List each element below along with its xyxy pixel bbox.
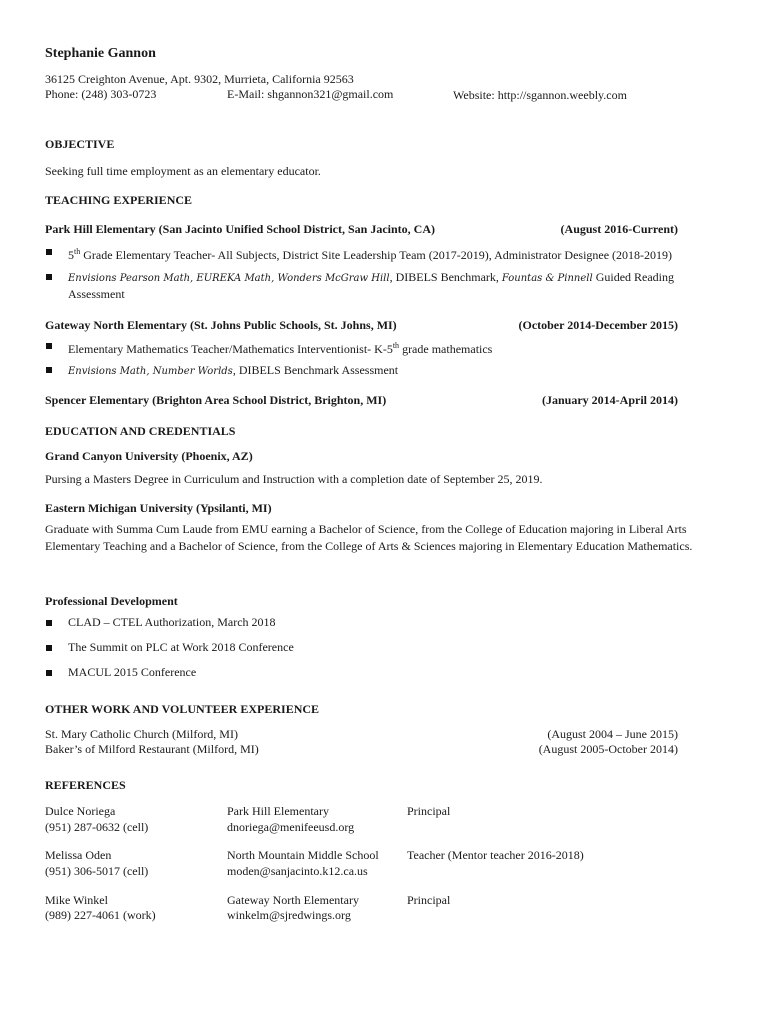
pd-item: MACUL 2015 Conference <box>68 665 197 679</box>
reference-phone: (989) 227-4061 (work) <box>45 908 156 922</box>
bullet <box>46 645 52 651</box>
reference-role: Principal <box>407 804 451 818</box>
references-heading: REFERENCES <box>45 778 126 792</box>
bullet <box>46 620 52 626</box>
job-dates: (August 2016-Current) <box>560 222 678 236</box>
school-description: Graduate with Summa Cum Laude from EMU earning a Bachelor of Science, from the College of Education majoring in Liberal Arts Elementary Teaching and a Bachelor of Science, from the College of Arts & Sciences majoring in Elementary Education Mathematics. <box>45 522 693 553</box>
reference-email: dnoriega@menifeeusd.org <box>227 820 355 834</box>
job-bullet: 5th Grade Elementary Teacher- All Subjects, District Site Leadership Team (2017-2019), Administrator Designee (2018-2019) <box>68 247 673 262</box>
reference-school: Park Hill Elementary <box>227 804 329 818</box>
reference-name: Melissa Oden <box>45 848 112 862</box>
work-place: Baker’s of Milford Restaurant (Milford, MI) <box>45 742 259 756</box>
school-name: Grand Canyon University (Phoenix, AZ) <box>45 449 253 463</box>
objective-heading: OBJECTIVE <box>45 137 115 151</box>
phone: Phone: (248) 303-0723 <box>45 87 157 101</box>
reference-role: Principal <box>407 893 451 907</box>
bullet <box>46 249 52 255</box>
email: E-Mail: shgannon321@gmail.com <box>227 87 394 101</box>
objective-text: Seeking full time employment as an elementary educator. <box>45 164 321 178</box>
teaching-heading: TEACHING EXPERIENCE <box>45 193 193 207</box>
job-bullet-continued: Assessment <box>68 287 125 301</box>
address: 36125 Creighton Avenue, Apt. 9302, Murrieta, California 92563 <box>45 72 354 86</box>
reference-phone: (951) 306-5017 (cell) <box>45 864 149 878</box>
job-dates: (October 2014-December 2015) <box>518 318 678 332</box>
job-title: Gateway North Elementary (St. Johns Public Schools, St. Johns, MI) <box>45 318 397 332</box>
bullet <box>46 670 52 676</box>
work-dates: (August 2005-October 2014) <box>538 742 678 756</box>
reference-email: winkelm@sjredwings.org <box>227 908 351 922</box>
other-work-heading: OTHER WORK AND VOLUNTEER EXPERIENCE <box>45 702 320 716</box>
education-heading: EDUCATION AND CREDENTIALS <box>45 424 236 438</box>
pd-item: The Summit on PLC at Work 2018 Conference <box>68 640 294 654</box>
bullet <box>46 343 52 349</box>
bullet <box>46 367 52 373</box>
reference-role: Teacher (Mentor teacher 2016-2018) <box>407 848 584 862</box>
website-label: Website: <box>453 88 495 102</box>
reference-phone: (951) 287-0632 (cell) <box>45 820 149 834</box>
job-bullet: Envisions Pearson Math, EUREKA Math, Wonders McGraw Hill, DIBELS Benchmark, Fountas & Pinnell Guided Reading <box>68 270 675 284</box>
job-bullet: Envisions Math, Number Worlds, DIBELS Benchmark Assessment <box>68 363 399 377</box>
bullet <box>46 274 52 280</box>
reference-name: Mike Winkel <box>45 893 108 907</box>
job-title: Spencer Elementary (Brighton Area School District, Brighton, MI) <box>45 393 387 407</box>
pd-item: CLAD – CTEL Authorization, March 2018 <box>68 615 276 629</box>
work-place: St. Mary Catholic Church (Milford, MI) <box>45 727 238 741</box>
reference-school: North Mountain Middle School <box>227 848 379 862</box>
job-bullet: Elementary Mathematics Teacher/Mathematics Interventionist- K-5th grade mathematics <box>68 341 493 356</box>
work-dates: (August 2004 – June 2015) <box>547 727 678 741</box>
applicant-name: Stephanie Gannon <box>45 46 156 61</box>
website-link[interactable]: http://sgannon.weebly.com <box>497 88 627 102</box>
reference-name: Dulce Noriega <box>45 804 116 818</box>
reference-school: Gateway North Elementary <box>227 893 359 907</box>
school-name: Eastern Michigan University (Ypsilanti, MI) <box>45 501 272 515</box>
reference-email: moden@sanjacinto.k12.ca.us <box>227 864 368 878</box>
job-dates: (January 2014-April 2014) <box>542 393 678 407</box>
job-title: Park Hill Elementary (San Jacinto Unified School District, San Jacinto, CA) <box>45 222 435 236</box>
school-description: Pursing a Masters Degree in Curriculum and Instruction with a completion date of September 25, 2019. <box>45 472 543 486</box>
website <box>453 88 627 103</box>
pd-heading: Professional Development <box>45 594 178 608</box>
